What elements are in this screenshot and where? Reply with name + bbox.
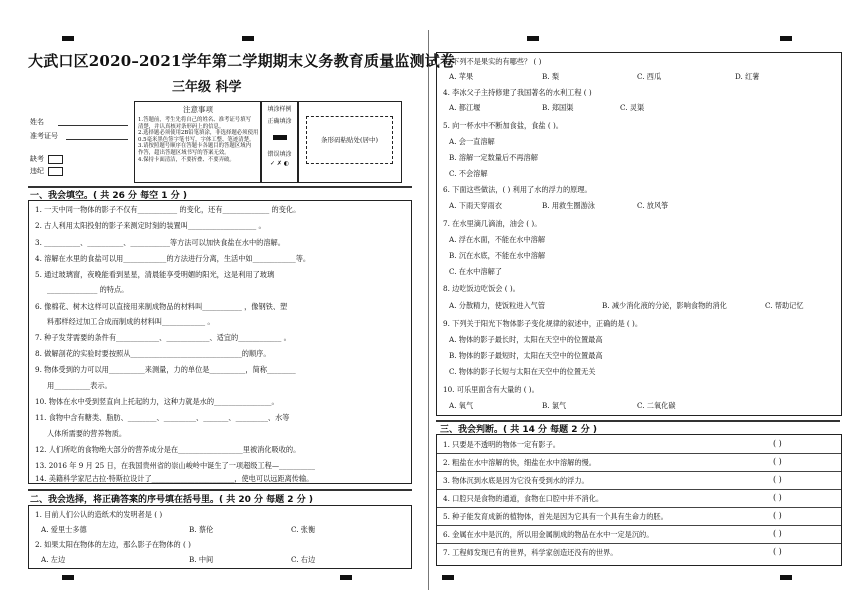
choice-question: 5. 向一杯水中不断加食盐，食盐 ( )。: [443, 121, 563, 130]
registration-mark: [780, 575, 792, 580]
answer-paren[interactable]: ( ): [773, 547, 782, 556]
choice-option[interactable]: B. 氯气: [542, 401, 567, 410]
judgment-question: 6. 金属在水中是沉的，所以用金属制成的物品在水中一定是沉的。: [443, 530, 654, 539]
fill-question: 人体所需要的营养物质。: [47, 429, 127, 438]
choice-option[interactable]: B. 郑国渠: [542, 103, 574, 112]
fill-question: 10. 物体在水中受到竖直向上托起的力，这种力就是水的________________。: [35, 397, 279, 406]
fill-sample-box: [260, 101, 299, 183]
notice-line: 作答，超出答题区域书写的答案无效。: [138, 149, 230, 156]
section2-box-right: [436, 52, 842, 416]
choice-question: 7. 在水里滴几滴油，油会 ( )。: [443, 219, 542, 228]
section2-heading: 二、我会选择，将正确答案的序号填在括号里。( 共 20 分 每题 2 分 ): [30, 495, 313, 505]
row-divider: [437, 471, 841, 472]
row-divider: [437, 453, 841, 454]
choice-question: 4. 李冰父子主持修建了我国著名的水利工程 ( ): [443, 88, 592, 97]
fill-question: 9. 物体受到的力可以用__________来测量，力的单位是__________，简称________: [35, 365, 296, 374]
choice-option[interactable]: A. 分散精力，使饭粒进入气管: [449, 301, 546, 310]
notice-line: 1.答题前，考生先将自己的姓名、准考证号填写: [138, 117, 251, 123]
choice-question: 2. 如果太阳在物体的左边，那么影子在物体的 ( ): [35, 540, 191, 549]
choice-option[interactable]: A. 会一直溶解: [449, 137, 495, 146]
fill-question: 1. 一天中同一物体的影子不仅有___________ 的变化，还有_____________ 的变化。: [35, 205, 301, 214]
section3-box: [436, 434, 842, 566]
choice-question: 9. 下列关于阳光下物体影子变化规律的叙述中，正确的是 ( )。: [443, 319, 643, 328]
fill-question: 14. 美籍科学家尼古拉·特斯拉设计了_______________________，使电可以远距离传输。: [35, 474, 314, 483]
choice-option[interactable]: C. 不会溶解: [449, 169, 488, 178]
notice-heading: 注意事项: [183, 105, 213, 114]
registration-mark: [62, 575, 74, 580]
registration-mark: [527, 36, 539, 41]
absent-label-wrap: [30, 154, 63, 164]
row-divider: [437, 543, 841, 544]
fill-question: 用__________表示。: [47, 381, 112, 390]
choice-question: 8. 边吃饭边吃饭会 ( )。: [443, 284, 520, 293]
choice-option[interactable]: B. 沉在水底，不能在水中溶解: [449, 251, 546, 260]
registration-mark: [242, 36, 254, 41]
sample-wrong-marks: ✓ ✗ ◐: [269, 160, 290, 167]
fill-question: 料那样经过加工合成而制成的材料叫____________ 。: [47, 317, 215, 326]
judgment-question: 1. 只要是不透明的物体一定有影子。: [443, 440, 560, 449]
notice-line: 0.5毫米黑色签字笔书写，字体工整、笔迹清楚。: [138, 136, 255, 143]
choice-option[interactable]: A. 苹果: [449, 72, 474, 81]
judgment-question: 4. 口腔只是食物的通道，食物在口腔中并不消化。: [443, 494, 604, 503]
section3-heading: 三、我会判断。( 共 14 分 每题 2 分 ): [440, 425, 597, 435]
choice-option[interactable]: B. 中间: [189, 555, 214, 564]
answer-paren[interactable]: ( ): [773, 511, 782, 520]
choice-option[interactable]: C. 张衡: [291, 525, 316, 534]
fill-question: 4. 溶解在水里的食盐可以用____________的方法进行分离，生活中如____________等。: [35, 254, 311, 263]
fill-question: ______________ 的特点。: [47, 285, 129, 294]
section-rule: [28, 489, 412, 491]
choice-question: 10. 可乐里面含有大量的 ( )。: [443, 385, 539, 394]
choice-question: 3. 下列不是果实的有哪些？ ( ): [443, 57, 542, 66]
choice-question: 6. 下面这些做法，( ) 利用了水的浮力的原理。: [443, 185, 592, 194]
answer-paren[interactable]: ( ): [773, 457, 782, 466]
row-divider: [437, 489, 841, 490]
answer-paren[interactable]: ( ): [773, 439, 782, 448]
choice-option[interactable]: A. 爱里士多德: [41, 525, 87, 534]
choice-option[interactable]: D. 红薯: [735, 72, 760, 81]
sample-wrong: 错误填涂: [267, 151, 292, 158]
registration-mark: [780, 36, 792, 41]
absent-checkbox[interactable]: [48, 155, 63, 164]
section1-box: [28, 200, 412, 484]
answer-paren[interactable]: ( ): [773, 529, 782, 538]
judgment-question: 2. 粗盐在水中溶解的快，细盐在水中溶解的慢。: [443, 458, 596, 467]
choice-option[interactable]: B. 溶解一定数量后不再溶解: [449, 153, 538, 162]
fill-question: 13. 2016 年 9 月 25 日，在我国贵州省的崇山峻岭中诞生了一项超级工程—__________: [35, 461, 315, 470]
choice-option[interactable]: B. 减少消化液的分泌，影响食物的消化: [602, 301, 727, 310]
choice-option[interactable]: C. 放风筝: [637, 201, 669, 210]
notice-line: 2.选择题必须使用2B铅笔填涂，非选择题必须使用: [138, 130, 259, 137]
fill-question: 7. 种子发芽需要的条件有____________、____________、适宜的____________ 。: [35, 333, 291, 342]
choice-option[interactable]: A. 左边: [41, 555, 66, 564]
notice-line: 3.请按照题号顺序在答题卡各题目的答题区域内: [138, 143, 251, 150]
fill-question: 3. __________、__________、___________等方法可以加快食盐在水中的溶解。: [35, 238, 285, 247]
exam-subtitle: 三年级 科学: [172, 80, 242, 95]
answer-paren[interactable]: ( ): [773, 493, 782, 502]
notice-line: 4.保持卡面清洁，不要折叠、不要弄破。: [138, 156, 235, 163]
fill-question: 12. 人们所吃的食物绝大部分的营养成分是在__________________里被消化吸收的。: [35, 445, 301, 454]
barcode-area: [297, 101, 402, 183]
fill-question: 8. 做解剖花的实验时要按照从_______________________________的顺序。: [35, 349, 271, 358]
sample-correct-mark: [261, 127, 298, 146]
choice-option[interactable]: B. 梨: [542, 72, 560, 81]
choice-option[interactable]: C. 右边: [291, 555, 316, 564]
name-field[interactable]: [58, 125, 128, 126]
choice-option[interactable]: A. 下雨天穿雨衣: [449, 201, 502, 210]
exam-id-field[interactable]: [66, 139, 128, 140]
fill-question: 2. 古人利用太阳投射的影子来测定时刻的装置叫___________________ 。: [35, 221, 266, 230]
absent-label: 缺考: [30, 155, 44, 163]
notice-line: 清楚，并认真核对条形码上的信息。: [138, 123, 225, 130]
choice-option[interactable]: C. 灵渠: [620, 103, 645, 112]
sample-correct: 正确填涂: [267, 118, 292, 125]
choice-option[interactable]: C. 物体的影子长短与太阳在天空中的位置无关: [449, 367, 596, 376]
choice-option[interactable]: C. 在水中溶解了: [449, 267, 502, 276]
choice-option[interactable]: A. 氧气: [449, 401, 474, 410]
exam-id-label: 准考证号: [30, 132, 58, 140]
answer-paren[interactable]: ( ): [773, 475, 782, 484]
fill-question: 11. 食物中含有糖类、脂肪、________、_________、_______、_________、水等: [35, 413, 290, 422]
choice-option[interactable]: C. 二氧化碳: [637, 401, 676, 410]
column-divider: [428, 30, 429, 590]
choice-option[interactable]: C. 帮助记忆: [765, 301, 804, 310]
choice-option[interactable]: A. 浮在水面，不能在水中溶解: [449, 235, 546, 244]
judgment-question: 3. 物体沉到水底是因为它没有受到水的浮力。: [443, 476, 589, 485]
discipline-checkbox[interactable]: [48, 167, 63, 176]
mark-label-wrap: [30, 166, 63, 176]
choice-option[interactable]: B. 用救生圈游泳: [542, 201, 595, 210]
row-divider: [437, 525, 841, 526]
section1-heading: 一、我会填空。( 共 26 分 每空 1 分 ): [30, 191, 187, 201]
name-label: 姓名: [30, 118, 44, 126]
registration-mark: [442, 575, 454, 580]
discipline-label: 违纪: [30, 167, 44, 175]
barcode-dashed-box: [306, 116, 393, 164]
choice-question: 1. 目前人们公认的造纸术的发明者是 ( ): [35, 510, 163, 519]
fill-question: 6. 像棉花、树木这样可以直接用来制成物品的材料叫___________ ，像钢铁、塑: [35, 302, 288, 311]
choice-option[interactable]: A. 物体的影子最长时，太阳在天空中的位置最高: [449, 335, 603, 344]
registration-mark: [62, 36, 74, 41]
choice-option[interactable]: B. 物体的影子最短时，太阳在天空中的位置最高: [449, 351, 603, 360]
notice-box: [134, 101, 262, 183]
row-divider: [437, 507, 841, 508]
notice-text: [135, 115, 261, 165]
judgment-question: 5. 种子能发育成新的植物体，首先是因为它具有一个具有生命力的胚。: [443, 512, 668, 521]
choice-option[interactable]: B. 蔡伦: [189, 525, 214, 534]
section2-box-left: [28, 505, 412, 569]
registration-mark: [340, 575, 352, 580]
fill-question: 5. 通过玻璃窗，夜晚能看到星星，清晨能享受明媚的阳光，这是利用了玻璃: [35, 270, 275, 279]
choice-option[interactable]: A. 都江堰: [449, 103, 481, 112]
sample-heading: 填涂样例: [267, 106, 292, 113]
exam-title: 大武口区2020–2021学年第二学期期末义务教育质量监测试卷: [28, 52, 456, 70]
barcode-label: 条形码粘贴处(居中): [320, 136, 379, 144]
choice-option[interactable]: C. 西瓜: [637, 72, 662, 81]
judgment-question: 7. 工程师发现已有的世界，科学家创造还没有的世界。: [443, 548, 618, 557]
